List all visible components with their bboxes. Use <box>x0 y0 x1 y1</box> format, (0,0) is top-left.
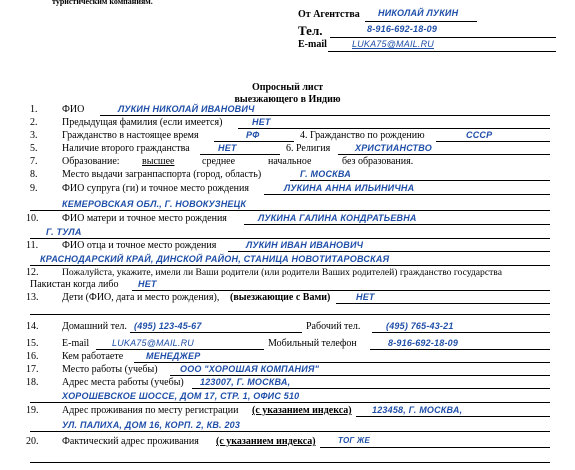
row9-label: ФИО супруга (ги) и точное место рождения <box>62 183 249 194</box>
education-option-higher[interactable]: высшее <box>142 156 175 167</box>
agency-label: От Агентства <box>298 9 360 20</box>
row1-value[interactable]: ЛУКИН НИКОЛАЙ ИВАНОВИЧ <box>118 104 255 114</box>
row18-value-cont[interactable]: ХОРОШЕВСКОЕ ШОССЕ, ДОМ 17, СТР. 1, ОФИС 510 <box>62 391 300 401</box>
form-title: Опросный лист <box>251 82 324 93</box>
row4-value[interactable]: СССР <box>466 130 493 140</box>
row14-value[interactable]: (495) 123-45-67 <box>134 321 202 331</box>
row18-value[interactable]: 123007, Г. МОСКВА, <box>200 377 291 387</box>
row4-label: 4. Гражданство по рождению <box>300 130 425 141</box>
row19-value[interactable]: 123458, Г. МОСКВА, <box>372 405 463 415</box>
tel-label: Тел. <box>298 23 323 38</box>
row15-value2[interactable]: 8-916-692-18-09 <box>388 338 459 348</box>
row3-number: 3. <box>30 130 38 141</box>
row13-label-bold: (выезжающие с Вами) <box>230 292 331 303</box>
row19-number: 19. <box>26 405 39 416</box>
row8-label: Место выдачи загранпаспорта (город, область) <box>62 169 262 180</box>
row8-number: 8. <box>30 169 38 180</box>
row12-label: Пожалуйста, укажите, имели ли Ваши родители (или родители Ваших родителей) гражданство государства <box>62 267 502 278</box>
row12-value[interactable]: НЕТ <box>138 279 157 289</box>
email-label: E-mail <box>298 39 327 50</box>
row19-label-bold: (с указанием индекса) <box>252 405 352 416</box>
row14-label2: Рабочий тел. <box>306 321 361 332</box>
row9-value[interactable]: ЛУКИНА АННА ИЛЬИНИЧНА <box>284 183 415 193</box>
row7-number: 7. <box>30 156 38 167</box>
row8-value[interactable]: Г. МОСКВА <box>300 169 351 179</box>
row2-number: 2. <box>30 117 38 128</box>
row2-label: Предыдущая фамилия (если имеется) <box>62 117 223 128</box>
row2-value[interactable]: НЕТ <box>252 117 271 127</box>
row13-number: 13. <box>26 292 39 303</box>
row11-value-cont[interactable]: КРАСНОДАРСКИЙ КРАЙ, ДИНСКОЙ РАЙОН, СТАНИЦА НОВОТИТАРОВСКАЯ <box>40 254 390 264</box>
row11-value[interactable]: ЛУКИН ИВАН ИВАНОВИЧ <box>246 240 364 250</box>
row9-value-cont[interactable]: КЕМЕРОВСКАЯ ОБЛ., Г. НОВОКУЗНЕЦК <box>62 199 247 209</box>
row6-value[interactable]: ХРИСТИАНСТВО <box>355 143 432 153</box>
row17-value[interactable]: ООО "ХОРОШАЯ КОМПАНИЯ" <box>180 364 320 374</box>
row1-label: ФИО <box>62 104 85 115</box>
row3-value[interactable]: РФ <box>246 130 260 140</box>
row14-number: 14. <box>26 321 39 332</box>
row9-number: 9. <box>30 183 38 194</box>
row16-value[interactable]: МЕНЕДЖЕР <box>146 351 201 361</box>
tel-value: 8-916-692-18-09 <box>367 24 438 34</box>
row5-label: Наличие второго гражданства <box>62 143 190 154</box>
row18-label: Адрес места работы (учебы) <box>62 377 184 388</box>
row16-number: 16. <box>26 351 39 362</box>
row17-number: 17. <box>26 364 39 375</box>
row20-value[interactable]: ТОГ ЖЕ <box>338 436 371 445</box>
row13-label: Дети (ФИО, дата и место рождения), <box>62 292 220 303</box>
row7-label: Образование: <box>62 156 120 167</box>
row12-label-cont: Пакистан когда либо <box>30 279 119 290</box>
row11-number: 11. <box>26 240 39 251</box>
row19-value-cont[interactable]: УЛ. ПАЛИХА, ДОМ 16, КОРП. 2, КВ. 203 <box>62 420 241 430</box>
row20-label: Фактический адрес проживания <box>62 436 199 447</box>
row17-label: Место работы (учебы) <box>62 364 158 375</box>
row5-value[interactable]: НЕТ <box>218 143 237 153</box>
row6-label: 6. Религия <box>286 143 331 154</box>
form-subtitle: выезжающего в Индию <box>234 94 341 105</box>
row10-value[interactable]: ЛУКИНА ГАЛИНА КОНДРАТЬЕВНА <box>258 213 417 223</box>
row18-number: 18. <box>26 377 39 388</box>
row20-number: 20. <box>26 436 39 447</box>
row12-number: 12. <box>26 267 39 278</box>
row1-number: 1. <box>30 104 38 115</box>
row14-label: Домашний тел. <box>62 321 127 332</box>
email-value: LUKA75@MAIL.RU <box>352 39 434 49</box>
row5-number: 5. <box>30 143 38 154</box>
row10-label: ФИО матери и точное место рождения <box>62 213 227 224</box>
row15-number: 15. <box>26 338 39 349</box>
row10-value-cont[interactable]: Г. ТУЛА <box>46 227 82 237</box>
row15-value[interactable]: LUKA75@MAIL.RU <box>112 338 194 348</box>
row11-label: ФИО отца и точное место рождения <box>62 240 217 251</box>
row20-label-bold: (с указанием индекса) <box>216 436 316 447</box>
education-option-secondary[interactable]: среднее <box>202 156 236 167</box>
row10-number: 10. <box>26 213 39 224</box>
agency-value: НИКОЛАЙ ЛУКИН <box>378 8 459 18</box>
row13-value[interactable]: НЕТ <box>356 292 375 302</box>
row15-label: E-mail <box>62 338 90 349</box>
top-cut-text: туристическим компаниям. <box>52 0 153 6</box>
row15-label2: Мобильный телефон <box>268 338 357 349</box>
row16-label: Кем работаете <box>62 351 124 362</box>
education-option-none[interactable]: без образования. <box>342 156 414 167</box>
row19-label: Адрес проживания по месту регистрации <box>62 405 239 416</box>
row3-label: Гражданство в настоящее время <box>62 130 199 141</box>
row14-value2[interactable]: (495) 765-43-21 <box>386 321 454 331</box>
education-option-primary[interactable]: начальное <box>268 156 312 167</box>
